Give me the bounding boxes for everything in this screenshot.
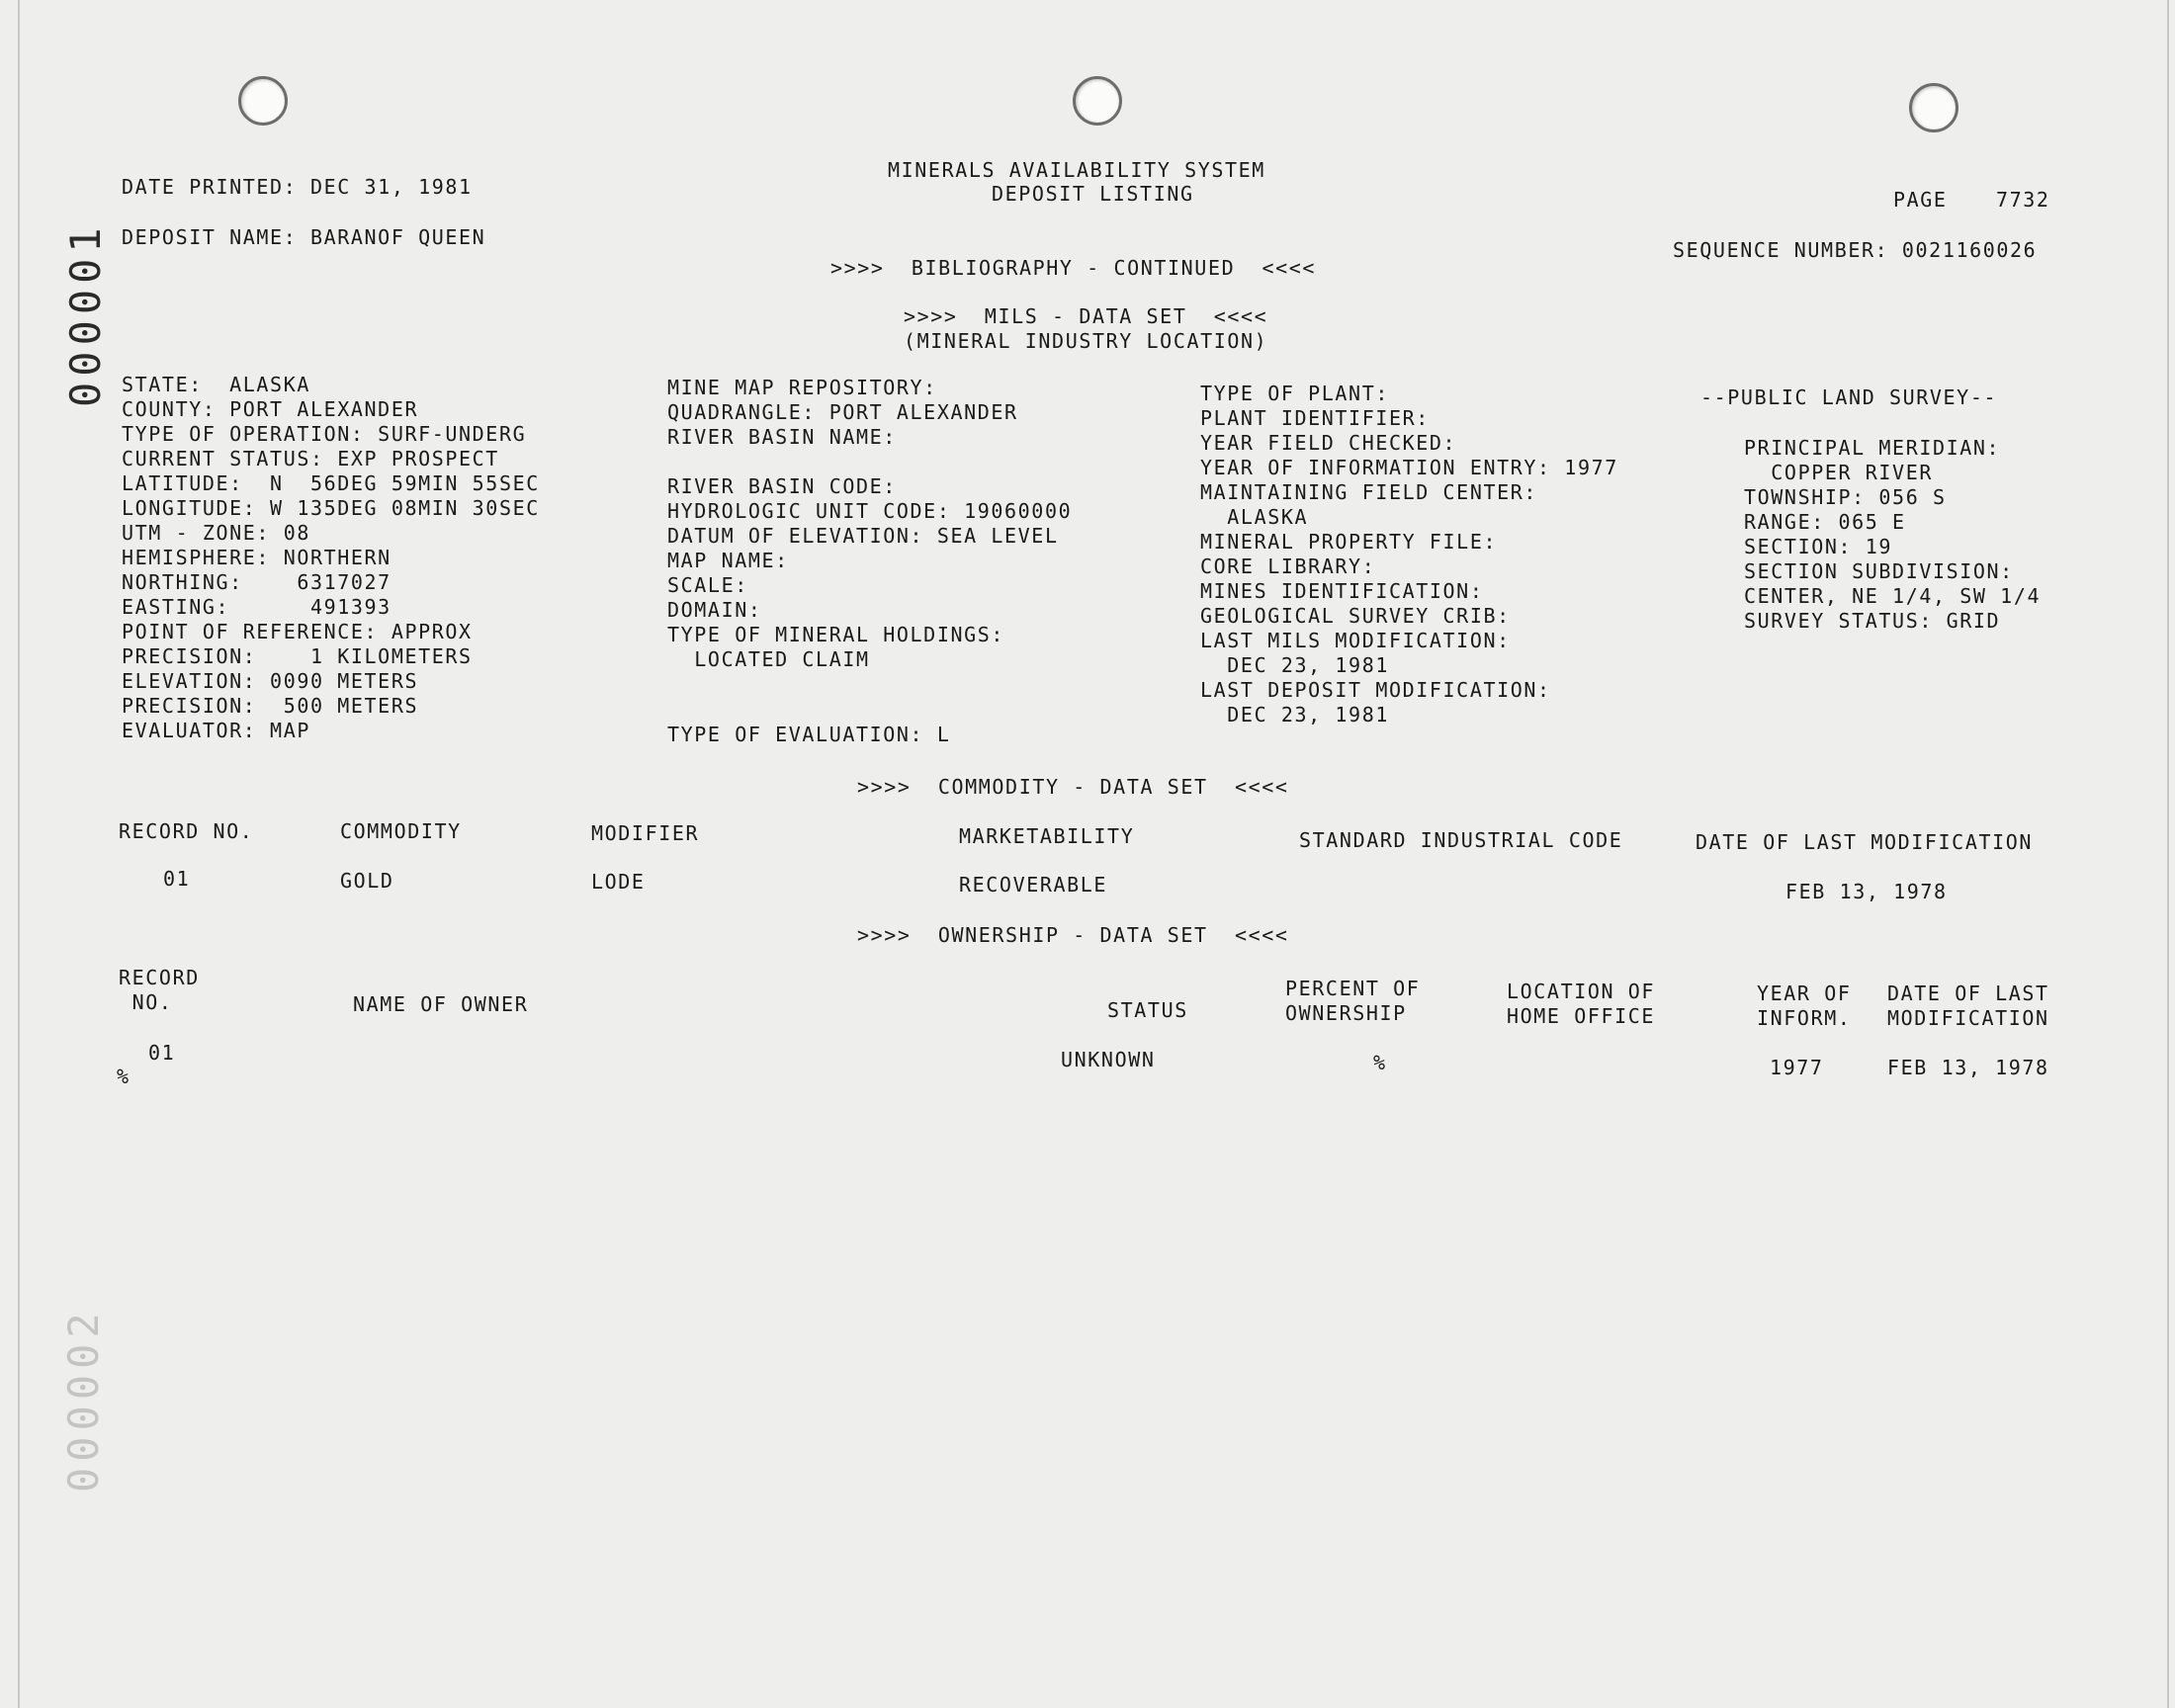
field-line: RIVER BASIN CODE: — [667, 474, 897, 498]
field-line: PRECISION: 1 KILOMETERS — [122, 644, 473, 668]
commodity-record-no: 01 — [163, 867, 191, 891]
location-column-1 — [122, 373, 540, 743]
field-line: PLANT IDENTIFIER: — [1200, 406, 1430, 430]
mils-heading: >>>> MILS - DATA SET <<<< — [904, 304, 1268, 328]
field-line: DATUM OF ELEVATION: SEA LEVEL — [667, 524, 1059, 548]
date-printed: DATE PRINTED: DEC 31, 1981 — [122, 175, 473, 199]
field-line: EASTING: 491393 — [122, 595, 392, 619]
ownership-col-record-line2: NO. — [119, 990, 173, 1014]
ownership-year: 1977 — [1770, 1056, 1824, 1079]
commodity-modifier: LODE — [591, 870, 646, 894]
field-line: LAST DEPOSIT MODIFICATION: — [1200, 678, 1551, 702]
field-line: MAINTAINING FIELD CENTER: — [1200, 480, 1538, 504]
field-line: LONGITUDE: W 135DEG 08MIN 30SEC — [122, 496, 540, 520]
page-number: 7732 — [1996, 188, 2050, 212]
field-line: UTM - ZONE: 08 — [122, 521, 310, 545]
location-column-3 — [1200, 382, 1618, 727]
commodity-name: GOLD — [340, 869, 394, 893]
punch-hole-right — [1909, 83, 1958, 132]
commodity-marketability: RECOVERABLE — [959, 873, 1108, 897]
field-line: SCALE: — [667, 573, 748, 597]
field-line: MAP NAME: — [667, 549, 789, 572]
field-line: QUADRANGLE: PORT ALEXANDER — [667, 400, 1018, 424]
field-line: EVALUATOR: MAP — [122, 719, 310, 742]
field-line: GEOLOGICAL SURVEY CRIB: — [1200, 604, 1511, 628]
ownership-percent: % — [1373, 1051, 1387, 1074]
left-margin-line — [18, 0, 20, 1708]
field-line: CURRENT STATUS: EXP PROSPECT — [122, 447, 499, 470]
margin-stamp-top: 000001 — [61, 221, 110, 407]
right-margin-line — [2167, 0, 2169, 1708]
type-of-evaluation: TYPE OF EVALUATION: L — [667, 723, 951, 746]
field-line: TYPE OF MINERAL HOLDINGS: — [667, 623, 1005, 646]
field-line: CORE LIBRARY: — [1200, 555, 1376, 578]
bibliography-heading: >>>> BIBLIOGRAPHY - CONTINUED <<<< — [830, 256, 1317, 280]
ownership-col-status: STATUS — [1107, 998, 1188, 1022]
deposit-name: DEPOSIT NAME: BARANOF QUEEN — [122, 225, 486, 249]
ownership-col-owner: NAME OF OWNER — [353, 992, 529, 1016]
punch-hole-left — [238, 76, 288, 126]
field-line: ALASKA — [1200, 505, 1309, 529]
commodity-col-modifier: MODIFIER — [591, 821, 700, 845]
field-line: TYPE OF OPERATION: SURF-UNDERG — [122, 422, 527, 446]
location-column-4 — [1744, 436, 2041, 634]
location-column-2-top — [667, 376, 1018, 450]
field-line: LATITUDE: N 56DEG 59MIN 55SEC — [122, 471, 540, 495]
field-line: TYPE OF PLANT: — [1200, 382, 1389, 405]
field-line: COPPER RIVER — [1744, 461, 1933, 484]
location-column-2-mid — [667, 474, 1072, 672]
commodity-heading: >>>> COMMODITY - DATA SET <<<< — [857, 775, 1289, 799]
field-line: COUNTY: PORT ALEXANDER — [122, 397, 419, 421]
field-line: POINT OF REFERENCE: APPROX — [122, 620, 473, 643]
commodity-col-commodity: COMMODITY — [340, 819, 462, 843]
punch-hole-center — [1073, 76, 1122, 126]
field-line: MINE MAP REPOSITORY: — [667, 376, 937, 399]
field-line: YEAR OF INFORMATION ENTRY: 1977 — [1200, 456, 1618, 479]
commodity-last-mod: FEB 13, 1978 — [1785, 880, 1948, 903]
field-line: CENTER, NE 1/4, SW 1/4 — [1744, 584, 2042, 608]
sequence-number: SEQUENCE NUMBER: 0021160026 — [1673, 238, 2038, 262]
field-line: RIVER BASIN NAME: — [667, 425, 897, 449]
field-line: ELEVATION: 0090 METERS — [122, 669, 419, 693]
field-line: RANGE: 065 E — [1744, 510, 1906, 534]
ownership-marker: % — [117, 1065, 130, 1088]
field-line: YEAR FIELD CHECKED: — [1200, 431, 1457, 455]
ownership-col-year-line1: YEAR OF — [1757, 982, 1852, 1005]
commodity-col-last-mod: DATE OF LAST MODIFICATION — [1696, 830, 2034, 854]
commodity-col-sic: STANDARD INDUSTRIAL CODE — [1299, 828, 1623, 852]
mils-subheading: (MINERAL INDUSTRY LOCATION) — [904, 329, 1268, 353]
ownership-col-year-line2: INFORM. — [1757, 1006, 1852, 1030]
ownership-col-location-line1: LOCATION OF — [1507, 980, 1656, 1003]
field-line: TOWNSHIP: 056 S — [1744, 485, 1947, 509]
commodity-col-record-no: RECORD NO. — [119, 819, 254, 843]
field-line: HEMISPHERE: NORTHERN — [122, 546, 392, 569]
margin-stamp-bottom: 000002 — [59, 1307, 108, 1493]
ownership-record-no: 01 — [148, 1041, 176, 1065]
page-label: PAGE — [1893, 188, 1948, 212]
commodity-col-marketability: MARKETABILITY — [959, 824, 1135, 848]
field-line: DEC 23, 1981 — [1200, 703, 1389, 726]
field-line: HYDROLOGIC UNIT CODE: 19060000 — [667, 499, 1073, 523]
field-line: NORTHING: 6317027 — [122, 570, 392, 594]
field-line: DOMAIN: — [667, 598, 762, 622]
ownership-status: UNKNOWN — [1061, 1048, 1156, 1071]
field-line: SECTION: 19 — [1744, 535, 1893, 558]
field-line: SURVEY STATUS: GRID — [1744, 609, 2001, 633]
field-line: LOCATED CLAIM — [667, 647, 870, 671]
field-line: MINES IDENTIFICATION: — [1200, 579, 1484, 603]
system-title: MINERALS AVAILABILITY SYSTEM — [888, 158, 1265, 182]
public-land-survey-heading: --PUBLIC LAND SURVEY-- — [1700, 385, 1998, 409]
field-line: MINERAL PROPERTY FILE: — [1200, 530, 1498, 554]
ownership-col-lastmod-line1: DATE OF LAST — [1887, 982, 2049, 1005]
field-line: STATE: ALASKA — [122, 373, 310, 396]
listing-title: DEPOSIT LISTING — [992, 182, 1194, 206]
ownership-col-lastmod-line2: MODIFICATION — [1887, 1006, 2049, 1030]
ownership-col-percent-line2: OWNERSHIP — [1285, 1001, 1407, 1025]
ownership-last-mod: FEB 13, 1978 — [1887, 1056, 2049, 1079]
ownership-col-location-line2: HOME OFFICE — [1507, 1004, 1656, 1028]
field-line: LAST MILS MODIFICATION: — [1200, 629, 1511, 652]
ownership-col-record-line1: RECORD — [119, 966, 200, 989]
field-line: PRECISION: 500 METERS — [122, 694, 419, 718]
field-line: PRINCIPAL MERIDIAN: — [1744, 436, 2001, 460]
ownership-col-percent-line1: PERCENT OF — [1285, 977, 1421, 1000]
ownership-heading: >>>> OWNERSHIP - DATA SET <<<< — [857, 923, 1289, 947]
field-line: DEC 23, 1981 — [1200, 653, 1389, 677]
field-line: SECTION SUBDIVISION: — [1744, 559, 2014, 583]
